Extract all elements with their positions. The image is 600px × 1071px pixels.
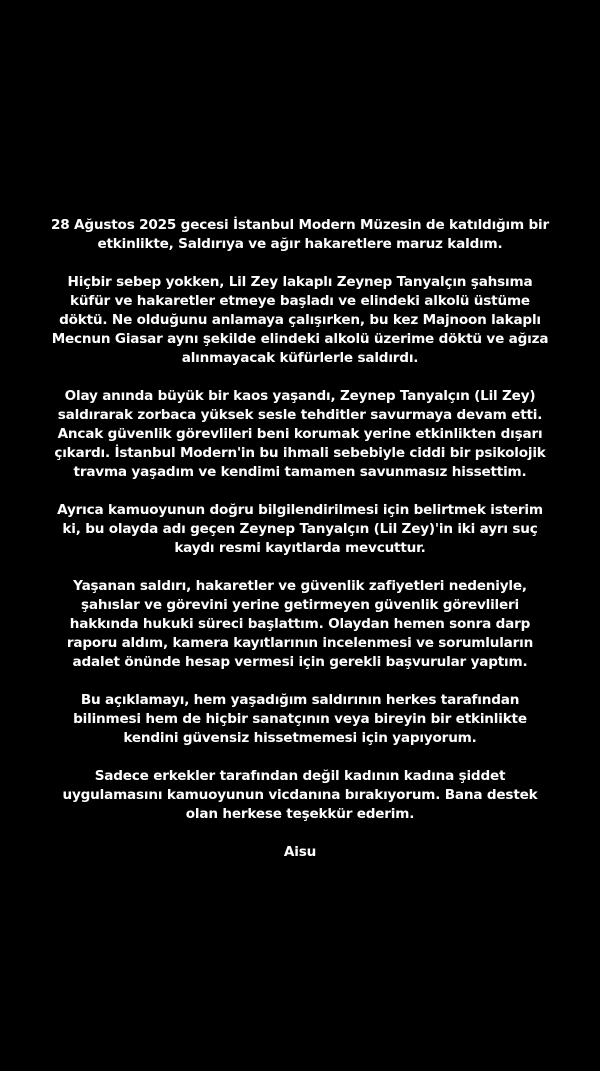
paragraph-thanks: Sadece erkekler tarafından değil kadının kadına şiddet uygulamasını kamuoyunun vicdanına bırakıyorum. Bana destek olan herkese teşekkür ederim. bbox=[62, 768, 538, 822]
paragraph-legal-action: Yaşanan saldırı, hakaretler ve güvenlik zafiyetleri nedeniyle, şahıslar ve görevini yerine getirmeyen güvenlik görevlileri hakkında hukuki süreci başlattım. Olaydan hemen sonra darp raporu aldım, kamera kayıtlarının incelenmesi ve sorumluların adalet önünde hesap vermesi için gerekli başvurular yaptım. bbox=[66, 578, 534, 670]
paragraph-security-failure: Olay anında büyük bir kaos yaşandı, Zeynep Tanyalçın (Lil Zey) saldırarak zorbaca yüksek sesle tehditler savurmaya devam etti. Ancak güvenlik görevlileri beni korumak yerine etkinlikten dışarı çıkardı. İstanbul Modern'in bu ihmali sebebiyle ciddi bir psikolojik travma yaşadım ve kendimi tamamen savunmasız hissettim. bbox=[54, 388, 546, 480]
paragraph-assault-details: Hiçbir sebep yokken, Lil Zey lakaplı Zeynep Tanyalçın şahsıma küfür ve hakaretler etmeye başladı ve elindeki alkolü üstüme döktü. Ne olduğunu anlamaya çalışırken, bu kez Majnoon lakaplı Mecnun Giasar aynı şekilde elindeki alkolü üzerime döktü ve ağıza alınmayacak küfürlerle saldırdı. bbox=[51, 274, 549, 366]
paragraph-incident-summary: 28 Ağustos 2025 gecesi İstanbul Modern Müzesin de katıldığım bir etkinlikte, Saldırıya ve ağır hakaretlere maruz kaldım. bbox=[50, 217, 550, 252]
signature: Aisu bbox=[283, 844, 317, 860]
statement-text-block bbox=[0, 216, 600, 862]
paragraph-purpose: Bu açıklamayı, hem yaşadığım saldırının herkes tarafından bilinmesi hem de hiçbir sanatçının veya bireyin bir etkinlikte kendini güvensiz hissetmemesi için yapıyorum. bbox=[73, 692, 527, 746]
paragraph-criminal-records: Ayrıca kamuoyunun doğru bilgilendirilmesi için belirtmek isterim ki, bu olayda adı geçen Zeynep Tanyalçın (Lil Zey)'in iki ayrı suç kaydı resmi kayıtlarda mevcuttur. bbox=[57, 502, 543, 556]
